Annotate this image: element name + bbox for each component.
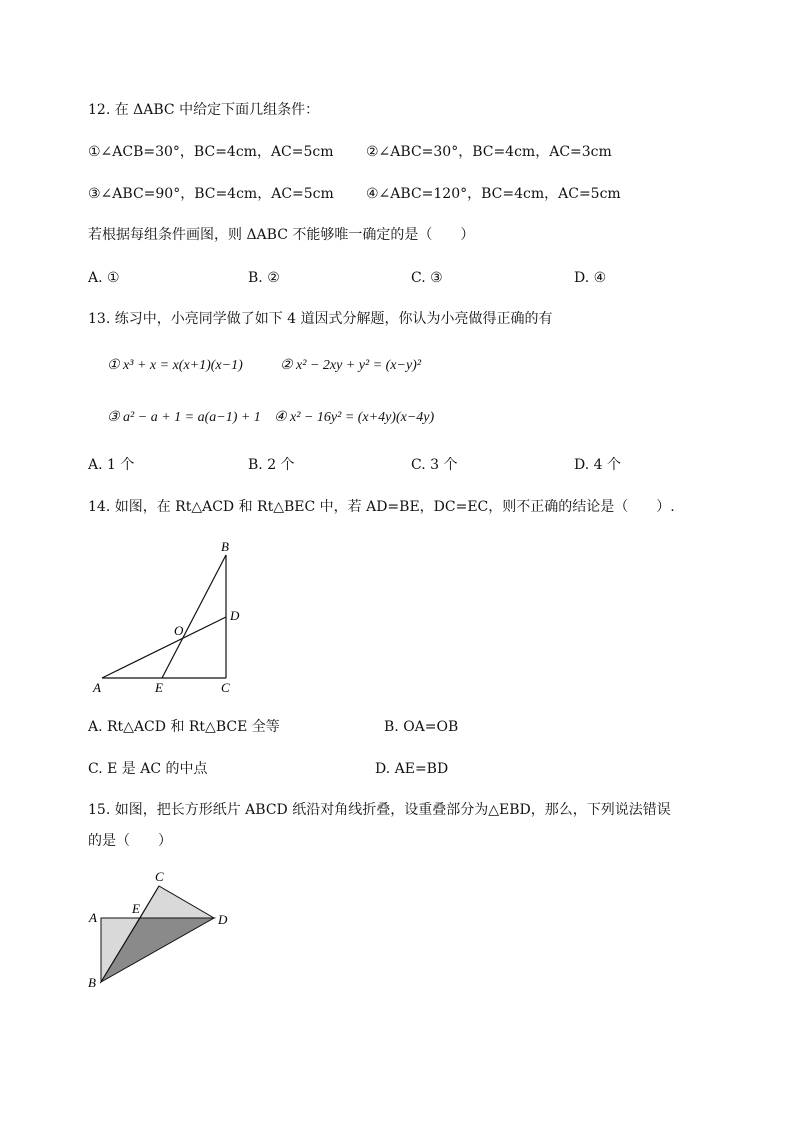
q12-condition-4: ④∠ABC=120°，BC=4cm，AC=5cm bbox=[366, 186, 621, 202]
label-e: E bbox=[155, 680, 163, 695]
q13-option-b[interactable]: B. 2 个 bbox=[248, 457, 295, 473]
folded-flap-ebc bbox=[140, 886, 214, 918]
q12-option-a[interactable]: A. ① bbox=[88, 270, 120, 286]
label-b: B bbox=[221, 539, 229, 554]
q14-option-d[interactable]: D. AE=BD bbox=[375, 761, 449, 777]
label-b: B bbox=[88, 975, 96, 990]
q15-stem-line-1: 15. 如图，把长方形纸片 ABCD 纸沿对角线折叠，设重叠部分为△EBD，那么，下列说法错误 bbox=[88, 802, 671, 818]
q12-condition-1: ①∠ACB=30°，BC=4cm，AC=5cm bbox=[88, 144, 334, 160]
q14-option-c[interactable]: C. E 是 AC 的中点 bbox=[88, 761, 208, 777]
q12-option-b[interactable]: B. ② bbox=[248, 270, 280, 286]
q13-equation-3: ③ a² − a + 1 = a(a−1) + 1 bbox=[107, 410, 261, 425]
segment-be bbox=[162, 555, 226, 678]
q13-option-c[interactable]: C. 3 个 bbox=[411, 457, 458, 473]
label-a: A bbox=[93, 680, 101, 695]
q13-option-a[interactable]: A. 1 个 bbox=[88, 457, 135, 473]
label-c: C bbox=[221, 680, 230, 695]
q13-equation-4: ④ x² − 16y² = (x+4y)(x−4y) bbox=[274, 410, 435, 425]
label-d: D bbox=[230, 608, 240, 623]
q12-question: 若根据每组条件画图，则 ΔABC 不能够唯一确定的是（ ） bbox=[88, 227, 475, 243]
q13-equation-2: ② x² − 2xy + y² = (x−y)² bbox=[280, 358, 422, 373]
q14-stem: 14. 如图，在 Rt△ACD 和 Rt△BEC 中，若 AD=BE，DC=EC，则不正确的结论是（ ）. bbox=[88, 499, 675, 515]
segment-ad bbox=[102, 617, 226, 678]
label-e: E bbox=[132, 901, 140, 916]
q12-condition-3: ③∠ABC=90°，BC=4cm，AC=5cm bbox=[88, 186, 334, 202]
q12-condition-2: ②∠ABC=30°，BC=4cm，AC=3cm bbox=[366, 144, 612, 160]
label-d: D bbox=[218, 912, 228, 927]
q15-stem-line-2: 的是（ ） bbox=[88, 833, 172, 849]
label-o: O bbox=[174, 623, 184, 638]
label-c: C bbox=[155, 869, 164, 884]
q13-equation-1: ① x³ + x = x(x+1)(x−1) bbox=[107, 358, 243, 373]
q13-stem: 13. 练习中，小亮同学做了如下 4 道因式分解题，你认为小亮做得正确的有 bbox=[88, 311, 553, 327]
label-a: A bbox=[89, 910, 97, 925]
q13-option-d[interactable]: D. 4 个 bbox=[574, 457, 621, 473]
q12-option-c[interactable]: C. ③ bbox=[411, 270, 443, 286]
q14-figure bbox=[85, 535, 255, 700]
q12-option-d[interactable]: D. ④ bbox=[574, 270, 607, 286]
q14-option-a[interactable]: A. Rt△ACD 和 Rt△BCE 全等 bbox=[88, 719, 280, 735]
q15-figure bbox=[80, 865, 240, 995]
q14-option-b[interactable]: B. OA=OB bbox=[384, 719, 459, 735]
q12-stem: 12. 在 ΔABC 中给定下面几组条件： bbox=[88, 102, 320, 118]
